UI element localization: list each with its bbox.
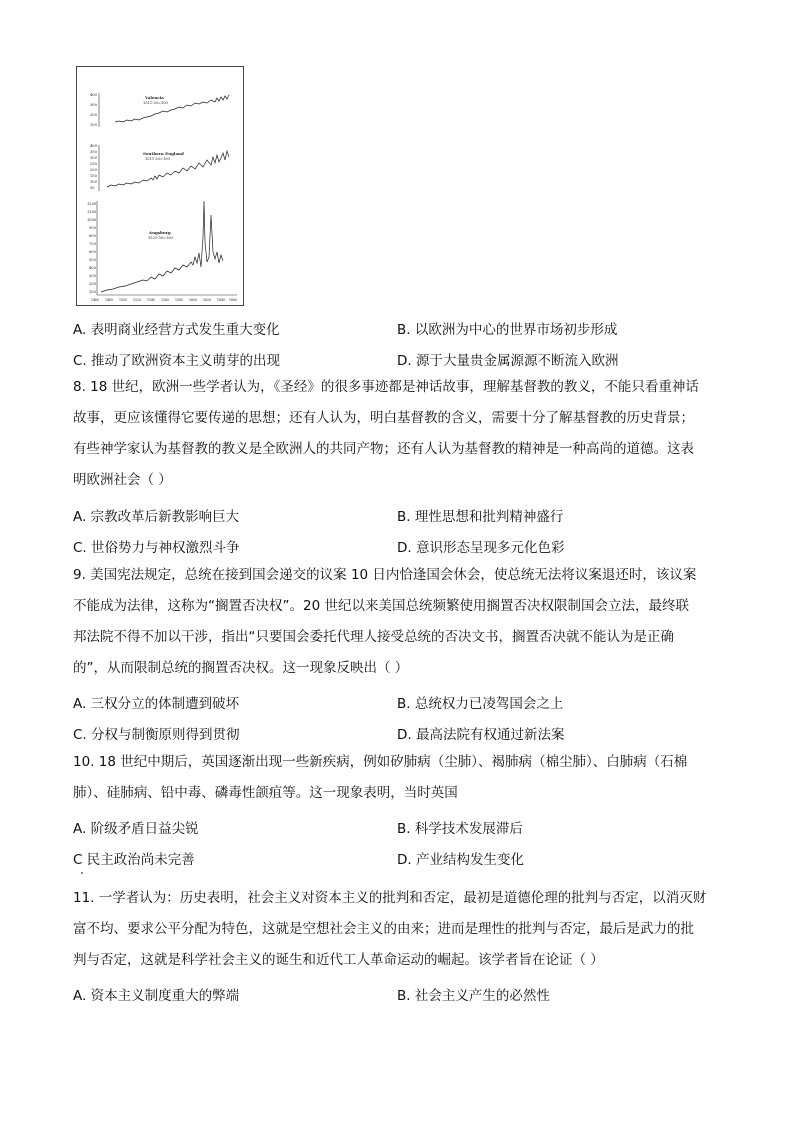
panel2-ytick: 300	[90, 156, 97, 160]
valencia-series-line	[115, 95, 229, 122]
xtick: 1580	[175, 298, 184, 302]
q9-option-b[interactable]: B. 总统权力已凌驾国会之上	[397, 696, 564, 712]
panel1-ytick: 100	[90, 123, 97, 127]
panel2-subtitle: 1511-20=100	[145, 157, 170, 161]
panel3-ytick: 400	[89, 266, 96, 270]
q9-stem-line: 不能成为法律，这称为“搁置否决权”。20 世纪以来美国总统频繁使用搁置否决权限制国会立法，最终联	[73, 598, 689, 614]
stray-dot	[81, 872, 83, 874]
q8-option-a[interactable]: A. 宗教改革后新教影响巨大	[73, 509, 240, 525]
panel1-subtitle: 1511-20=100	[143, 101, 168, 105]
q8-option-c[interactable]: C. 世俗势力与神权激烈斗争	[73, 540, 240, 556]
xtick: 1620	[203, 298, 212, 302]
panel3-ytick: 500	[89, 258, 96, 262]
xtick: 1600	[189, 298, 198, 302]
q8-stem-line: 明欧洲社会（ ）	[73, 472, 172, 488]
q10-option-c[interactable]: C 民主政治尚未完善	[73, 852, 195, 868]
xtick: 1540	[147, 298, 156, 302]
panel3-ytick: 600	[89, 250, 96, 254]
q10-option-a[interactable]: A. 阶级矛盾日益尖锐	[73, 821, 199, 837]
q7-option-b[interactable]: B. 以欧洲为中心的世界市场初步形成	[397, 322, 618, 338]
q9-option-a[interactable]: A. 三权分立的体制遭到破坏	[73, 696, 240, 712]
q8-stem-line: 有些神学家认为基督教的教义是全欧洲人的共同产物；还有人认为基督教的精神是一种高尚的道德。这表	[73, 441, 694, 457]
panel1-title: Valencia	[145, 95, 164, 100]
panel2-ytick: 200	[90, 168, 97, 172]
panel2-ytick: 250	[90, 162, 97, 166]
panel3-ytick: 1200	[87, 202, 97, 206]
panel3-title: Augsburg	[149, 230, 171, 235]
q9-option-d[interactable]: D. 最高法院有权通过新法案	[397, 727, 565, 743]
price-charts-svg	[77, 67, 243, 305]
xtick: 1560	[161, 298, 170, 302]
q10-option-b[interactable]: B. 科学技术发展滞后	[397, 821, 523, 837]
xtick: 1460	[91, 298, 100, 302]
panel2-ytick: 150	[90, 174, 97, 178]
q8-stem-line: 故事，更应该懂得它要传递的思想；还有人认为，明白基督教的含义，需要十分了解基督教的历史背景；	[73, 410, 694, 426]
q10-option-d[interactable]: D. 产业结构发生变化	[397, 852, 524, 868]
q8-option-b[interactable]: B. 理性思想和批判精神盛行	[397, 509, 564, 525]
q9-stem-line: 9. 美国宪法规定，总统在接到国会递交的议案 10 日内恰逢国会休会，使总统无法将议案退还时，该议案	[73, 567, 697, 583]
panel2-ytick: 400	[90, 144, 97, 148]
q11-stem-line: 富不均、要求公平分配为特色，这就是空想社会主义的由来；进而是理性的批判与否定，最后是武力的批	[73, 921, 694, 937]
price-index-figure	[76, 66, 244, 306]
panel3-ytick: 300	[89, 274, 96, 278]
panel1-ytick: 300	[90, 103, 97, 107]
q11-option-b[interactable]: B. 社会主义产生的必然性	[397, 988, 550, 1004]
panel3-ytick: 200	[89, 282, 96, 286]
xtick: 1500	[119, 298, 128, 302]
panel2-ytick: 50	[90, 186, 95, 190]
xtick: 1480	[105, 298, 114, 302]
panel3-ytick: 100	[89, 290, 96, 294]
q10-stem-line: 10. 18 世纪中期后，英国逐渐出现一些新疾病，例如矽肺病（尘肺）、褐肺病（棉尘肺）、白肺病（石棉	[73, 754, 688, 770]
panel2-ytick: 100	[90, 180, 97, 184]
q11-option-a[interactable]: A. 资本主义制度重大的弊端	[73, 988, 240, 1004]
q11-stem-line: 判与否定，这就是科学社会主义的诞生和近代工人革命运动的崛起。该学者旨在论证（ ）	[73, 952, 604, 968]
augsburg-series-line	[101, 201, 223, 292]
q7-option-a[interactable]: A. 表明商业经营方式发生重大变化	[73, 322, 280, 338]
q8-stem	[73, 372, 733, 496]
xtick: 1520	[133, 298, 142, 302]
panel2-title: Southern England	[143, 151, 184, 156]
q11-stem	[73, 883, 733, 976]
q9-stem-line: 的”，从而限制总统的搁置否决权。这一现象反映出（ ）	[73, 660, 409, 676]
panel3-ytick: 900	[89, 226, 96, 230]
q7-option-c[interactable]: C. 推动了欧洲资本主义萌芽的出现	[73, 353, 281, 369]
xtick: 1660	[229, 298, 238, 302]
q10-stem	[73, 747, 733, 809]
panel1-ytick: 200	[90, 113, 97, 117]
panel3-ytick: 700	[89, 242, 96, 246]
panel3-ytick: 800	[89, 234, 96, 238]
q10-stem-line: 肺）、硅肺病、铅中毒、磷毒性颌疽等。这一现象表明，当时英国	[73, 785, 458, 801]
panel3-subtitle: 1521-30=100	[148, 236, 173, 240]
panel1-ytick: 400	[90, 93, 97, 97]
q11-stem-line: 11. 一学者认为：历史表明，社会主义对资本主义的批判和否定，最初是道德伦理的批判与否定，以消灭财	[73, 890, 707, 906]
q9-stem	[73, 560, 733, 684]
q8-stem-line: 8. 18 世纪，欧洲一些学者认为，《圣经》的很多事迹都是神话故事，理解基督教的教义，不能只看重神话	[73, 379, 699, 395]
q8-option-d[interactable]: D. 意识形态呈现多元化色彩	[397, 540, 565, 556]
q9-option-c[interactable]: C. 分权与制衡原则得到贯彻	[73, 727, 240, 743]
panel2-ytick: 350	[90, 150, 97, 154]
xtick: 1640	[217, 298, 226, 302]
panel3-ytick: 1100	[87, 210, 97, 214]
q9-stem-line: 邦法院不得不加以干涉，指出“只要国会委托代理人接受总统的否决文书，搁置否决就不能认为是正确	[73, 629, 674, 645]
q7-option-d[interactable]: D. 源于大量贵金属源源不断流入欧洲	[397, 353, 619, 369]
panel3-ytick: 1000	[87, 218, 97, 222]
